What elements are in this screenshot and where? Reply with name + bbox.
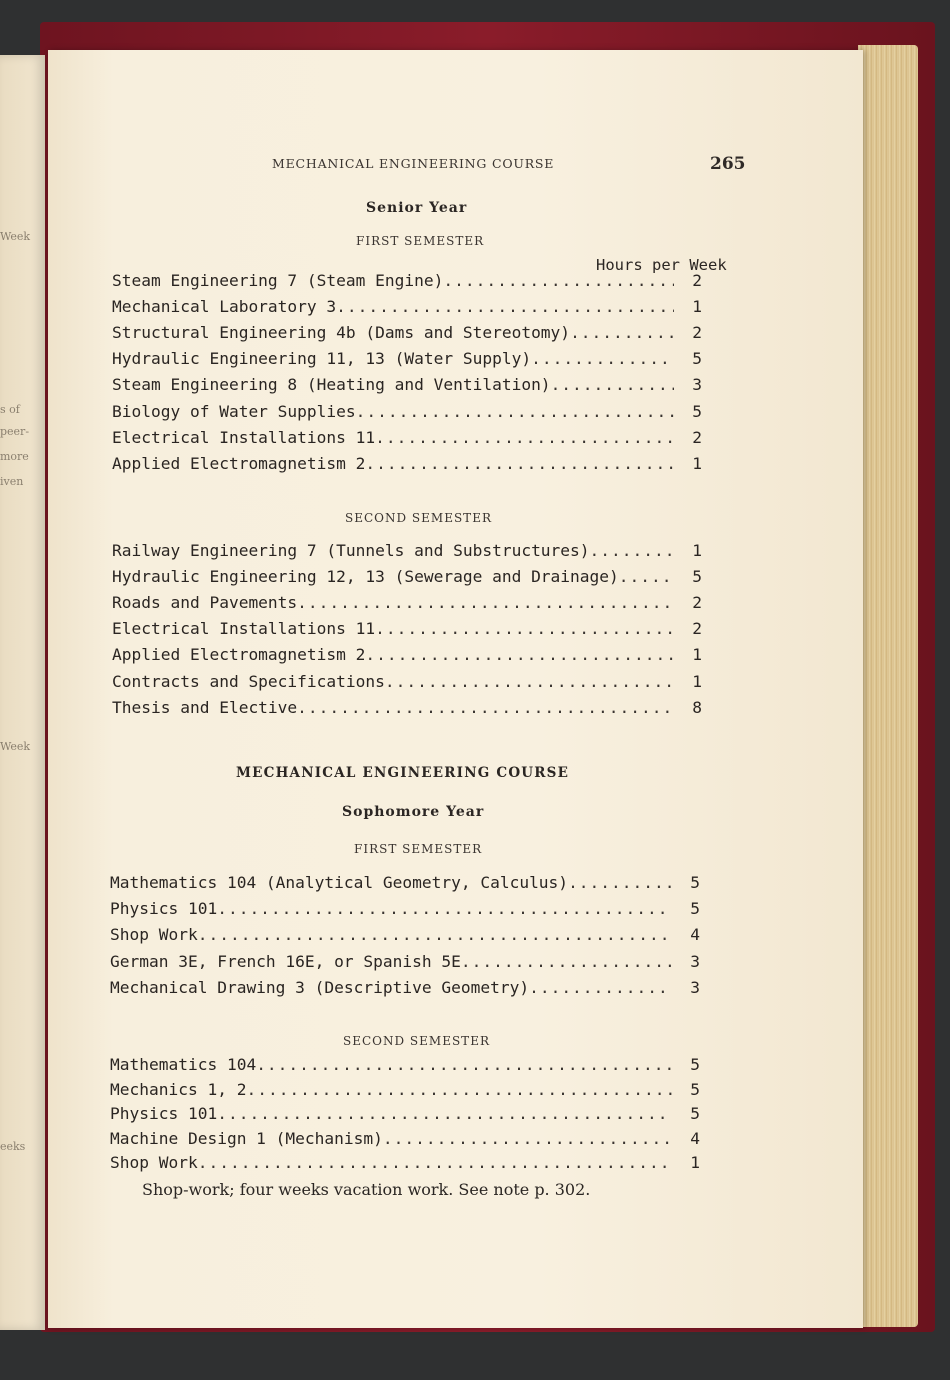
course-row	[112, 428, 702, 452]
course-name: Electrical Installations 11	[112, 427, 376, 447]
page-number: 265	[710, 154, 746, 174]
course-row	[110, 1129, 700, 1153]
prev-page-fragment: Week	[0, 740, 31, 753]
dot-leader	[217, 1104, 672, 1123]
course-row	[112, 698, 702, 722]
course-hours: 5	[692, 567, 702, 587]
course-row	[112, 323, 702, 347]
prev-page-fragment: peer-	[0, 425, 30, 438]
prev-page-fragment: eeks	[0, 1140, 26, 1153]
dot-leader	[551, 375, 674, 394]
course-hours: 5	[690, 1079, 700, 1099]
dot-leader	[246, 1080, 672, 1099]
course-row	[110, 1153, 700, 1177]
course-row	[110, 1104, 700, 1128]
course-name: Applied Electromagnetism 2	[112, 453, 366, 473]
sophomore-second-semester-heading: SECOND SEMESTER	[343, 1034, 490, 1048]
dot-leader	[529, 978, 672, 997]
dot-leader	[619, 567, 674, 586]
dot-leader	[297, 593, 674, 612]
course-hours: 3	[690, 977, 700, 997]
prev-page-fragment: iven	[0, 475, 24, 488]
dot-leader	[365, 454, 674, 473]
dot-leader	[297, 698, 674, 717]
course-name: Mechanical Laboratory 3	[112, 297, 337, 317]
course-hours: 3	[692, 375, 702, 395]
course-hours: 1	[690, 1153, 700, 1173]
course-name: Biology of Water Supplies	[112, 401, 356, 421]
course-row	[112, 454, 702, 478]
course-row	[112, 619, 702, 643]
course-row	[112, 271, 702, 295]
course-row	[112, 593, 702, 617]
course-name: Steam Engineering 8 (Heating and Ventilation)	[112, 375, 551, 395]
dot-leader	[375, 619, 674, 638]
dot-leader	[198, 1153, 672, 1172]
course-hours: 5	[690, 1055, 700, 1074]
course-row	[110, 873, 700, 897]
course-hours: 1	[692, 645, 702, 665]
dot-leader	[365, 645, 674, 664]
course-row	[110, 899, 700, 923]
dot-leader	[198, 925, 672, 944]
course-row	[112, 567, 702, 591]
course-hours: 5	[692, 401, 702, 421]
course-hours: 1	[692, 541, 702, 560]
course-name: Mechanics 1, 2	[110, 1079, 247, 1099]
course-name: Shop Work	[110, 1153, 198, 1173]
course-row	[110, 952, 700, 976]
course-hours: 2	[692, 427, 702, 447]
course-row	[112, 375, 702, 399]
course-hours: 2	[692, 323, 702, 343]
course-hours: 1	[692, 297, 702, 317]
dot-leader	[336, 297, 674, 316]
dot-leader	[531, 349, 674, 368]
dot-leader	[356, 402, 674, 421]
previous-page-edge	[0, 55, 45, 1330]
course-name: Roads and Pavements	[112, 593, 298, 613]
senior-year-title: Senior Year	[366, 200, 468, 216]
dot-leader	[568, 873, 672, 892]
course-name: Structural Engineering 4b (Dams and Stereotomy)	[112, 323, 571, 343]
course-hours: 8	[692, 697, 702, 717]
course-name: Physics 101	[110, 899, 218, 919]
dot-leader	[217, 899, 672, 918]
course-hours: 5	[692, 349, 702, 369]
dot-leader	[461, 952, 672, 971]
course-hours: 1	[692, 671, 702, 691]
course-row	[112, 297, 702, 321]
course-hours: 2	[692, 271, 702, 290]
course-row	[112, 349, 702, 373]
sophomore-first-semester-heading: FIRST SEMESTER	[354, 842, 483, 856]
course-name: Machine Design 1 (Mechanism)	[110, 1128, 383, 1148]
course-hours: 4	[690, 1128, 700, 1148]
dot-leader	[256, 1055, 672, 1074]
hours-per-week-header: Hours per Week	[596, 256, 727, 274]
course-row	[112, 541, 702, 565]
course-hours: 2	[692, 593, 702, 613]
course-hours: 5	[690, 873, 700, 892]
course-row	[110, 1055, 700, 1079]
course-name: Hydraulic Engineering 11, 13 (Water Supply)	[112, 349, 532, 369]
course-name: Steam Engineering 7 (Steam Engine)	[112, 271, 444, 290]
running-head: MECHANICAL ENGINEERING COURSE	[272, 156, 555, 171]
course-name: Physics 101	[110, 1104, 218, 1124]
mechanical-course-title: MECHANICAL ENGINEERING COURSE	[236, 765, 570, 781]
course-name: Shop Work	[110, 925, 198, 945]
dot-leader	[375, 428, 674, 447]
course-hours: 1	[692, 453, 702, 473]
course-name: Contracts and Specifications	[112, 671, 385, 691]
course-hours: 5	[690, 899, 700, 919]
dot-leader	[383, 1129, 672, 1148]
course-row	[110, 1080, 700, 1104]
senior-second-semester-heading: SECOND SEMESTER	[345, 511, 492, 525]
dot-leader	[590, 541, 674, 560]
course-name: Electrical Installations 11	[112, 619, 376, 639]
page-edges	[858, 45, 918, 1327]
course-name: Applied Electromagnetism 2	[112, 645, 366, 665]
dot-leader	[443, 271, 674, 290]
course-row	[110, 925, 700, 949]
course-name: Thesis and Elective	[112, 697, 298, 717]
sophomore-year-title: Sophomore Year	[342, 804, 485, 820]
dot-leader	[570, 323, 674, 342]
course-row	[112, 645, 702, 669]
course-name: Railway Engineering 7 (Tunnels and Substructures)	[112, 541, 590, 560]
course-name: Mathematics 104 (Analytical Geometry, Calculus)	[110, 873, 569, 892]
course-hours: 5	[690, 1104, 700, 1124]
course-name: Hydraulic Engineering 12, 13 (Sewerage and Drainage)	[112, 567, 619, 587]
course-name: Mathematics 104	[110, 1055, 257, 1074]
course-row	[110, 978, 700, 1002]
course-name: German 3E, French 16E, or Spanish 5E	[110, 951, 461, 971]
prev-page-fragment: Week	[0, 230, 31, 243]
dot-leader	[385, 672, 674, 691]
course-hours: 4	[690, 925, 700, 945]
footnote: Shop-work; four weeks vacation work. See note p. 302.	[142, 1180, 591, 1199]
prev-page-fragment: more	[0, 450, 29, 463]
course-row	[112, 672, 702, 696]
course-name: Mechanical Drawing 3 (Descriptive Geometry)	[110, 977, 530, 997]
senior-first-semester-heading: FIRST SEMESTER	[356, 234, 485, 248]
prev-page-fragment: s of	[0, 403, 20, 416]
course-hours: 3	[690, 951, 700, 971]
course-row	[112, 402, 702, 426]
course-hours: 2	[692, 619, 702, 639]
